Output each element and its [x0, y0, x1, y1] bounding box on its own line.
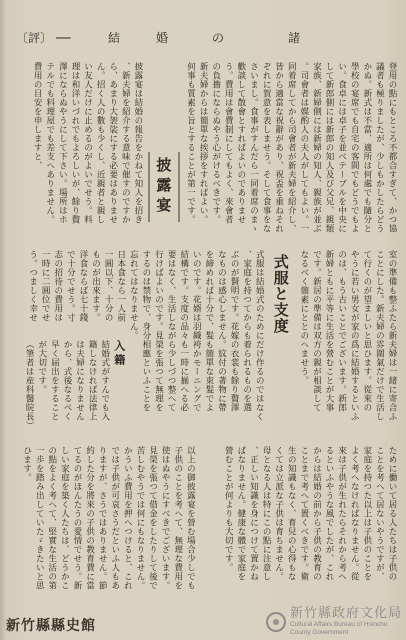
- text-column: かういふ費用を押へつけると、これ: [122, 446, 133, 590]
- text-column: 營むことが何よりも大切です。: [223, 446, 234, 572]
- text-column: よく考へなければなりません。從: [349, 446, 360, 581]
- text-column: 、正しい知識を身につけて置かね: [248, 446, 259, 581]
- text-column: 結婚式がすんでも入: [99, 340, 110, 421]
- text-column: テルでも料理屋でも差支へありません。: [44, 62, 55, 224]
- text-column: 母となる人は特にこの點に注意し: [261, 446, 272, 581]
- text-column: 家庭を持つた以上は子供のことを: [361, 446, 372, 581]
- text-column: が大切です。: [36, 340, 47, 394]
- text-column: 何事も質素を旨とすることが第一です。: [185, 62, 196, 224]
- text-column: りますが、さうではありません。節: [97, 446, 108, 590]
- text-column: 費用の目安を申しますと、: [32, 62, 43, 170]
- text-column: から、式後なるべく: [61, 340, 72, 421]
- text-tier-lower: [20, 446, 398, 612]
- text-column: 結構です。支度の品々も一時に揃へる必: [178, 250, 189, 412]
- text-column: 披露宴は結婚の報告をかねて知人を招き: [132, 62, 143, 224]
- text-column: い。食卓には卓子を並べテーブルを中央に: [336, 62, 347, 233]
- text-column: するのは禁物で、身分相應といふことを: [140, 250, 151, 412]
- new-home-text: [297, 250, 398, 436]
- text-column: 一圓以下、十分の: [103, 250, 114, 322]
- text-column: で十分でせう。寸: [65, 250, 76, 322]
- text-column: 澤にならぬやうにして下さい。場所はホ: [57, 62, 68, 224]
- text-column: 學校の宴席でも自宅の客間でもどうでもよ: [349, 62, 360, 233]
- registration-heading: 入籍: [112, 340, 126, 368]
- text-column: ひます。: [21, 446, 32, 482]
- text-column: 一歩を踏み出していたゞきたいと思: [34, 446, 45, 590]
- text-column: 同着席してから司會者が新夫婦を紹介し、: [286, 62, 297, 233]
- left-sub-area: [23, 250, 127, 436]
- bureau-name-en-line2: County Government: [289, 628, 349, 636]
- text-column: を締めれば十分で、髮も簡單な束髮でよ: [203, 250, 214, 412]
- text-column: 、家庭を持つてからも着られるものを選: [241, 250, 252, 412]
- text-column: 。司會者は媒酌人の夫人がしてもよい。一: [298, 62, 309, 233]
- header-item: 〔評〕: [16, 31, 53, 45]
- text-column: 見榮を張つて借金をしたりして後で: [147, 446, 158, 590]
- text-tier-upper: [20, 62, 398, 242]
- bureau-name-en-line1: Cultural Affairs Bureau of Hsinchu: [289, 621, 388, 628]
- text-column: 、新夫婦を紹介する意味で催すのですか: [120, 62, 131, 224]
- text-column: て行くのが望ましいと思ひます。從來の: [361, 250, 372, 412]
- header-item: ──: [56, 31, 71, 45]
- archive-watermark: 新竹縣縣史館: [6, 618, 96, 634]
- text-column: ぞれに賀意を表しませう。そして食事をな: [261, 62, 272, 233]
- registration-text: [23, 340, 111, 436]
- text-column: ことにした。新夫婦の雰圍氣だけで生活し: [374, 250, 385, 421]
- text-tier-middle: [20, 250, 398, 436]
- text-column: さいまし。食事がすんだら一同着席のまゝ: [248, 62, 259, 233]
- text-column: う。つましく幸せ: [27, 250, 38, 322]
- text-column: 生の知識もなく、育兒の心得もな: [286, 446, 297, 581]
- text-column: して新郎側には新郎の知人及び父兄、親類: [324, 62, 335, 233]
- text-column: 志の招待の費用は: [52, 250, 63, 322]
- text-column: 使はぬやうにすべきでございます。: [160, 446, 171, 590]
- reception-heading: 披露宴: [148, 152, 179, 222]
- text-column: なるべく簡素にととのへませう。: [298, 250, 309, 385]
- text-column: 理は和洋いづれでもよろしいが、餘り贅: [69, 62, 80, 224]
- childcare-text: [222, 446, 398, 612]
- bureau-watermark: [266, 607, 402, 636]
- proceedings-text: [184, 62, 398, 242]
- text-column: う。費用は會費制にしてもよく、來會者: [223, 62, 234, 224]
- text-column: 議者も極りましたが、少しもかしたらどう: [374, 62, 385, 233]
- text-column: です。新居の準備は双方の親が相談して: [311, 250, 322, 412]
- text-column: からは結婚の前から子供の教育の: [311, 446, 322, 581]
- text-column: てるのがほんたうの愛情でせう。新: [71, 446, 82, 590]
- text-column: ことまで考へて置くべきです。衛: [298, 446, 309, 581]
- text-column: ことを考へて居ないやうですが、: [374, 446, 385, 581]
- text-column: 新婦ともに平等に生活を營むことが大事: [324, 250, 335, 412]
- text-column: ために働いて居る人たちは子供の: [387, 446, 397, 581]
- text-column: 室の準備も整ふたら新夫婦は一緒に寄合ふ: [387, 250, 397, 421]
- registration-section: [23, 340, 127, 436]
- attire-heading: 式服と支度: [271, 254, 290, 334]
- text-column: ばなりません。健康な體で家庭を: [235, 446, 246, 581]
- text-column: （筆者は産科醫院長）: [24, 340, 35, 430]
- text-column: 以上の御披露宴を營む場合少しでも: [185, 446, 196, 590]
- bureau-name-cn: 新竹縣政府文化局: [289, 606, 402, 621]
- frugality-text: [20, 446, 196, 612]
- text-column: の負擔にならぬやう心がけるべきです。: [210, 62, 221, 224]
- text-column: いのです。花婿は羽織袴かモーニングで: [191, 250, 202, 412]
- text-column: 洋食ならば七十錢: [77, 250, 88, 322]
- header-item: 諸: [288, 31, 301, 45]
- text-column: かぬ。新式は不當、適所は何處でも隨分と: [361, 62, 372, 233]
- text-column: 約した分を將來の子供の教育費に當: [84, 446, 95, 590]
- text-column: 苦しむやうでは何にもなりません。: [134, 446, 145, 590]
- text-column: くては立派な子供は育ちません。: [273, 446, 284, 581]
- text-column: しい家庭を築く人たちは、どうかこ: [59, 446, 70, 590]
- header-item: 婚: [156, 31, 169, 45]
- text-column: ん。招く人の數も少くし、近親者と親し: [95, 62, 106, 224]
- text-column: 來は子供が生れたらそれから考へ: [336, 446, 347, 581]
- reception-continued-text: [26, 250, 127, 334]
- text-column: の點をよく考へて、堅實な生活の第: [46, 446, 57, 590]
- text-column: なものは感心しません。紋付の著物に帶: [216, 250, 227, 412]
- text-column: ら、あまり大袈裟にする必要はありませ: [107, 62, 118, 224]
- text-column: 皆から適當な祝辭があり、祝盃を重ねそれ: [273, 62, 284, 233]
- text-column: 忘れてはなりません。: [128, 250, 139, 340]
- text-column: では子供が可哀さうだといふ人もあ: [109, 446, 120, 590]
- bureau-logo-icon: [266, 612, 286, 632]
- reception-heading-slot: [144, 62, 184, 242]
- reception-text: [31, 62, 144, 242]
- attire-heading-slot: [265, 250, 297, 436]
- text-column: 早く届出をすること: [49, 340, 60, 421]
- header-item: 結: [108, 31, 121, 45]
- text-column: い友人だけに止めるのがよいでせう。料: [82, 62, 93, 224]
- text-column: 子供のことを考へて、無理な費用を: [172, 446, 183, 590]
- text-column: 新夫婦からは簡單な挨拶をすればよい。: [198, 62, 209, 224]
- text-column: のは、もう古いことでございます。新郎: [336, 250, 347, 412]
- text-column: ものが出來ます。: [90, 250, 101, 322]
- attire-text: [127, 250, 266, 436]
- bureau-watermark-text: [290, 607, 402, 636]
- text-column: 要はなく、生活しながら少しづつ整へて: [166, 250, 177, 412]
- text-column: 登用の點にもところ不都合すぎて、かつ協: [387, 62, 397, 233]
- text-column: ぶのが賢明です。花嫁の衣裳も餘り贅澤: [229, 250, 240, 412]
- text-column: 日本食なら一人前: [115, 250, 126, 322]
- text-column: 家族、新婦側には新婦の知人、親族が並ぶ: [311, 62, 322, 233]
- text-column: 歡談して散會とすればよいのでありませ: [235, 62, 246, 224]
- running-header: [16, 30, 386, 46]
- text-column: は夫婦になりません: [74, 340, 85, 421]
- text-column: るといふやうな風でしたが、これ: [324, 446, 335, 581]
- text-column: やうに若い男女が家の爲に結婚するといふ: [349, 250, 360, 421]
- text-column: 一時に二圓位でせ: [40, 250, 51, 322]
- text-column: 籍しなければ法律上: [87, 340, 98, 421]
- header-item: の: [212, 31, 225, 45]
- text-column: 行けばよいのです。見榮を張つて無理を: [153, 250, 164, 412]
- text-column: 式服は結婚式のためにだけ作るのではなく: [254, 250, 265, 421]
